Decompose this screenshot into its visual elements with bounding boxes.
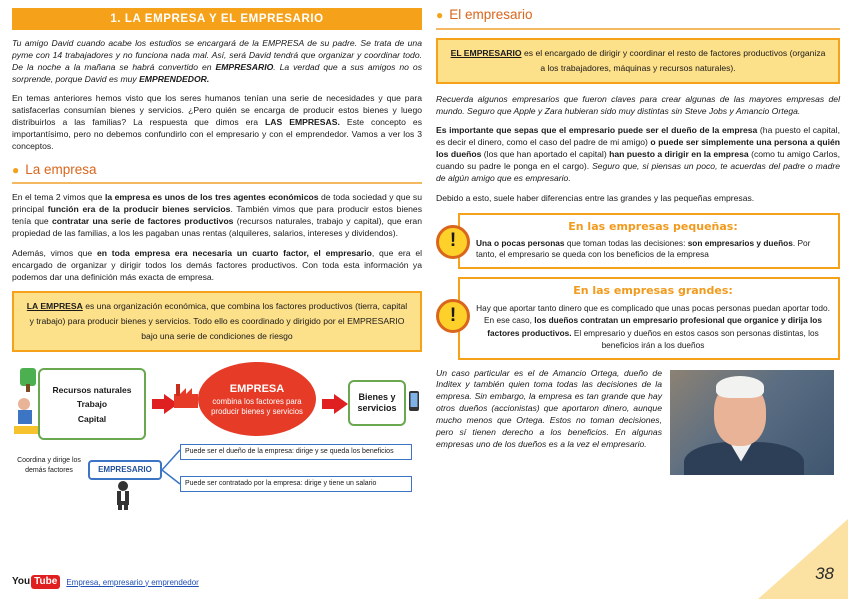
text-run: Este concepto es importantísimo, pero no debemos confundirlo con el empresario y con el emprendedor. Vamos a ver los 3 conceptos. <box>12 117 422 151</box>
businessman-icon <box>110 480 136 510</box>
callout-body <box>476 302 830 352</box>
text-run: El empresario y dueños en estos casos son personas distintas, los beneficios irán a los dueños <box>571 327 819 351</box>
output-label: Bienes y servicios <box>357 391 397 414</box>
text-run: función era de la producir bienes servicios <box>47 204 231 215</box>
youtube-link-row <box>12 575 199 589</box>
empresario-paragraph-3: Debido a esto, suele haber diferencias entre las grandes y las pequeñas empresas. <box>436 192 755 203</box>
bullet-icon: ● <box>12 162 20 177</box>
text-run: han puesto a dirigir en la empresa <box>609 149 749 160</box>
text-run: la empresa es unos de los tres agentes económicos <box>104 192 319 203</box>
text-run: (como tu amigo Carlos, cuando su padre le ponga en el cargo). <box>436 149 840 171</box>
text-run: EMPRENDEDOR. <box>139 73 210 84</box>
option-hired-box <box>180 476 412 492</box>
empresa-ellipse <box>198 362 316 436</box>
small-companies-callout <box>436 213 840 269</box>
empresa-subtitle: combina los factores para producir bienes y servicios <box>211 396 303 417</box>
text-run: Una o pocas personas <box>476 237 565 248</box>
option-hired-text: Puede ser contratado por la empresa: dirige y tiene un salario <box>185 480 377 488</box>
text-run: (los que han aportado el capital) <box>481 149 610 160</box>
text-run: que toman todas las decisiones: <box>564 237 688 248</box>
section-title: La empresa <box>25 161 97 177</box>
chapter-banner: 1. LA EMPRESA Y EL EMPRESARIO <box>12 8 422 30</box>
text-run: En el tema 2 vimos que <box>12 192 105 203</box>
text-run: de toda sociedad y que su principal <box>12 192 422 215</box>
bullet-icon: ● <box>436 8 444 23</box>
text-run: en toda empresa era necesaria un cuarto factor, el empresario <box>96 247 372 258</box>
text-run: o puede ser simplemente una persona a quién los dueños <box>436 137 840 160</box>
text-run: . Por tanto, el empresario se queda con los beneficios de la empresa <box>476 237 811 260</box>
text-run: Además, vimos que <box>12 247 97 258</box>
intro-paragraph-2 <box>12 93 422 152</box>
text-run: (ha puesto el capital, es decir el dinero, como el caso del padre de mi amigo) <box>436 125 840 148</box>
empresario-definition-box <box>436 38 840 84</box>
section-heading-empresario <box>436 6 840 30</box>
factor-capital: Capital <box>77 413 107 424</box>
right-column <box>436 6 840 475</box>
page-number: 38 <box>815 563 834 583</box>
definition-text: es una organización económica, que combina los factores productivos (tierra, capital y trabajo) para producir bienes y servicios. Todo ello es coordinado y dirigido por el EMPRESARIO bajo una serie de condiciones de riesgo <box>29 301 408 342</box>
text-run: Tu amigo David cuando acabe los estudios se encargará de la EMPRESA de su padre. Se trata de una pyme con 14 trabajadores y no funciona nada mal. Así, será David tendrá que organizar y coordinar todo. De la noche a la mañana se habrá convertido en <box>12 38 422 72</box>
arrow-right-icon <box>334 394 348 414</box>
youtube-video-link[interactable]: Empresa, empresario y emprendedor <box>66 577 199 587</box>
option-owner-text: Puede ser el dueño de la empresa: dirige y se queda los beneficios <box>185 448 394 456</box>
empresario-label: EMPRESARIO <box>98 465 152 475</box>
empresario-paragraph-2 <box>436 125 840 184</box>
large-companies-callout <box>436 277 840 360</box>
section-title: El empresario <box>449 7 533 22</box>
empresa-paragraph-1 <box>12 192 422 239</box>
text-run: Hay que aportar tanto dinero que es complicado que unas pocas personas puedan aportar todo. En ese caso, <box>476 302 830 326</box>
left-column <box>12 8 422 510</box>
text-run: (recursos naturales, trabajo y capital), que eran propiedad de las familias, a los les pagaban unas rentas (alquileres, salarios, intereses y dividendos). <box>12 216 422 238</box>
empresa-diagram <box>12 360 422 510</box>
callout-title: En las empresas grandes: <box>573 283 733 297</box>
empresario-paragraph-1: Recuerda algunos empresarios que fueron claves para crear algunas de las mayores empresas del mundo. Seguro que Apple y Zara hubieran sido muy distintas sin Steve Jobs y Amancio Ortega. <box>436 93 840 116</box>
amancio-ortega-photo <box>670 370 834 475</box>
text-run: , que era el encargado de organizar y dirigir todos los demás factores productivos. Con toda esta información ya podemos dar una definición más exacta de empresa. <box>12 247 423 282</box>
text-run: EMPRESARIO <box>215 61 274 72</box>
output-box <box>348 380 406 426</box>
definition-term: EL EMPRESARIO <box>450 47 522 58</box>
text-run: los dueños contratan un empresario profesional que organice y dirija los factores productivos. <box>487 315 822 338</box>
empresa-paragraph-2 <box>12 248 422 284</box>
ortega-section <box>436 368 840 475</box>
definition-term: LA EMPRESA <box>26 301 83 312</box>
callout-body <box>476 238 830 261</box>
youtube-icon: You Tube <box>12 575 60 589</box>
text-run: . También vimos que para producir estos bienes tenía que <box>12 204 422 227</box>
text-run: En temas anteriores hemos visto que los seres humanos tenían una serie de necesidades y que para satisfacerlas consumían bienes y servicios. ¿Pero quién se encarga de producir estos bienes y luego distribuirlos a las familias? La respuesta que dimos era <box>12 93 422 128</box>
empresa-definition-box <box>12 291 422 352</box>
page-corner-decoration <box>758 519 848 599</box>
ortega-paragraph: Un caso particular es el de Amancio Ortega, dueño de Inditex y también quien toma todas las decisiones de la empresa. Sin embargo, la empresa es tan grande que hay otros dueños (accionistas) que aportaron dinero, aunque mucho menos que Ortega. Estos no toman decisiones, pero sí tienen derecho a los beneficios. En algunas empresas uno de los dueños es a la vez el empresario. <box>436 367 662 449</box>
branch-lines <box>162 444 182 490</box>
text-run: son empresarios y dueños <box>687 237 793 248</box>
coordina-label: Coordina y dirige los demás factores <box>17 457 81 474</box>
factory-icon <box>172 380 200 410</box>
text-run: contratar una serie de factores productivos <box>51 216 234 227</box>
option-owner-box <box>180 444 412 460</box>
text-run: LAS EMPRESAS. <box>265 117 340 128</box>
definition-text: es el encargado de dirigir y coordinar el resto de factores productivos (organiza a los trabajadores, máquinas y recursos naturales). <box>521 47 826 73</box>
text-run: Es importante que sepas que el empresario puede ser el dueño de la empresa <box>436 125 758 136</box>
section-heading-empresa <box>12 161 422 185</box>
factor-trabajo: Trabajo <box>76 399 108 410</box>
factor-natural: Recursos naturales <box>52 384 132 395</box>
intro-paragraph <box>12 38 422 85</box>
phone-icon <box>408 390 420 412</box>
text-run: . La verdad que a sus amigos no os sorprende, porque David es muy <box>12 61 422 84</box>
empresa-title: EMPRESA <box>229 382 285 395</box>
exclamation-warning-icon: ! <box>436 225 470 259</box>
text-run: Seguro que, si piensas un poco, te acuerdas del padre o madre de algún amigo que es empresario. <box>436 160 840 183</box>
exclamation-warning-icon: ! <box>436 299 470 333</box>
callout-title: En las empresas pequeñas: <box>568 219 738 233</box>
empresario-box <box>88 460 162 480</box>
factors-box <box>38 368 146 440</box>
